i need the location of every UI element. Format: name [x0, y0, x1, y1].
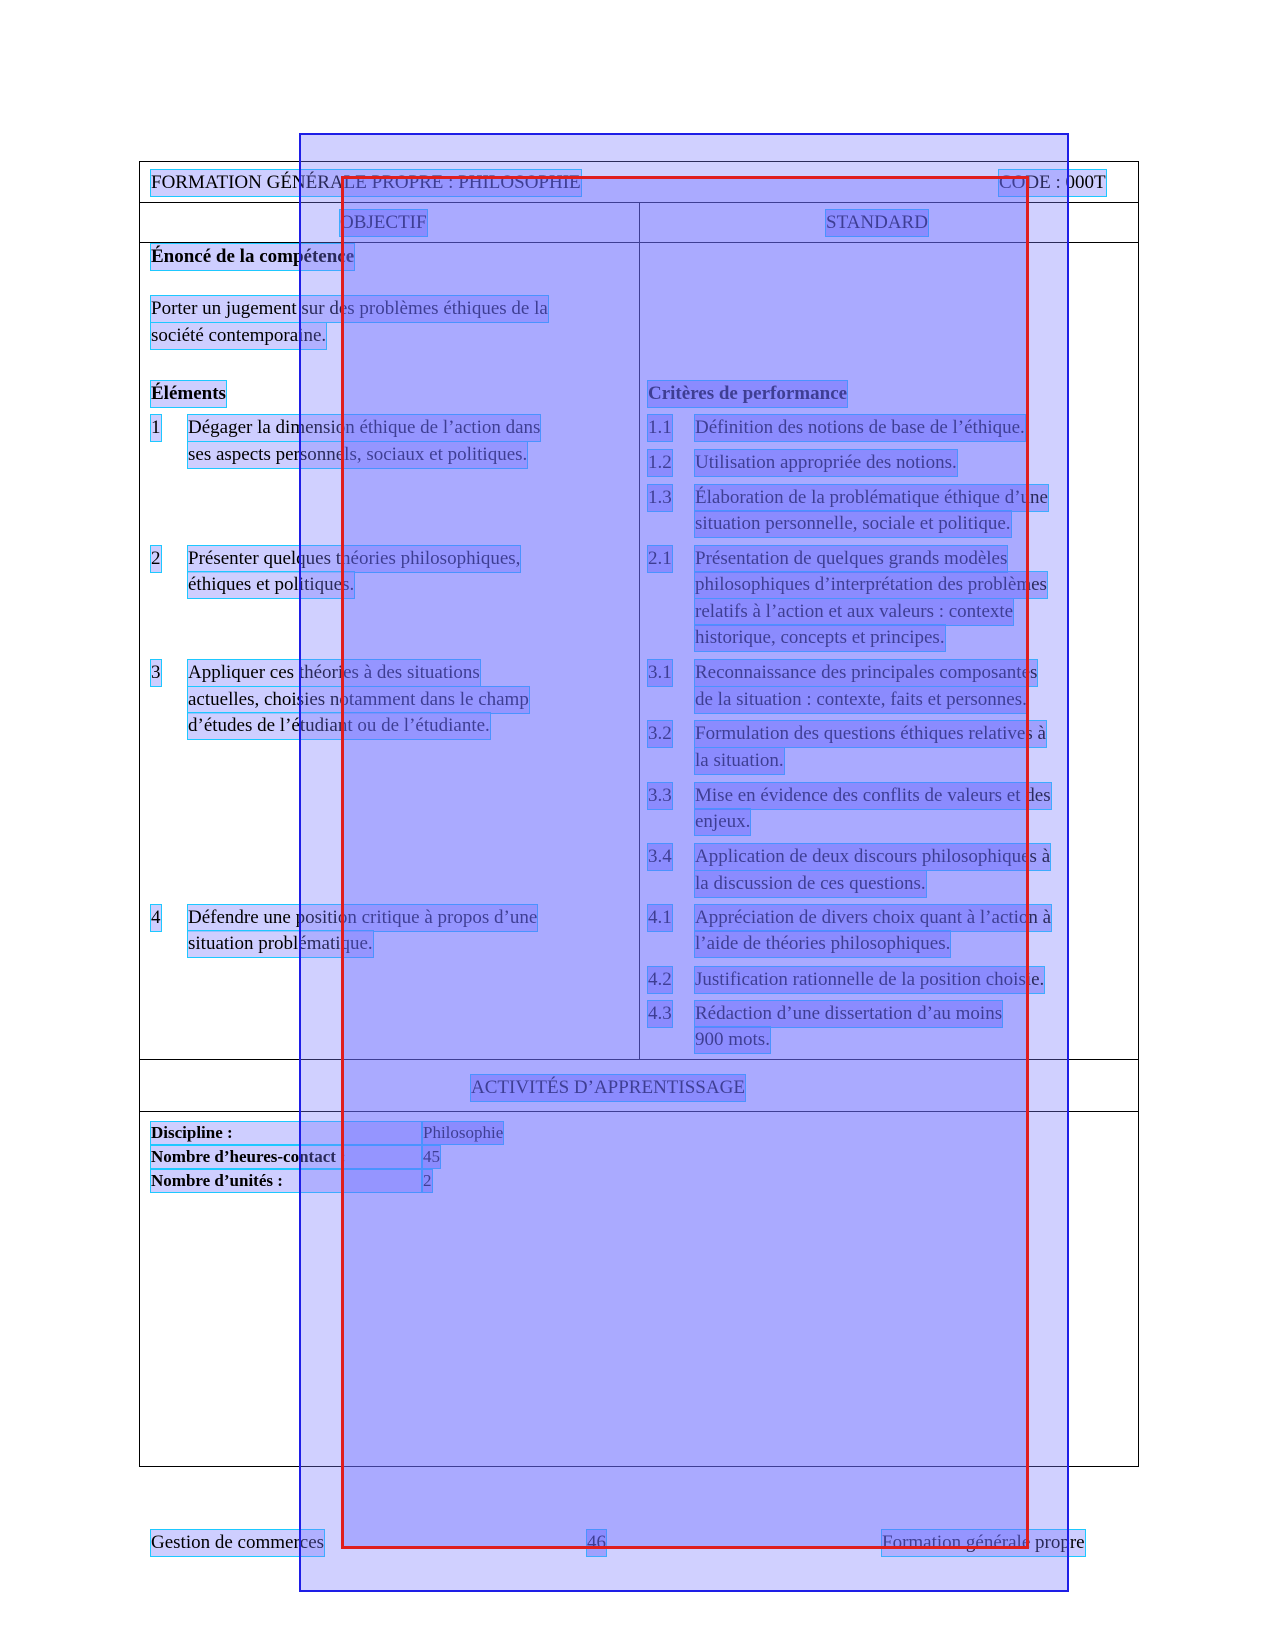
- criterion-number: 4.1: [648, 905, 672, 931]
- criterion-text-line: Formulation des questions éthiques relatives à: [695, 721, 1046, 747]
- element-text-line: Présenter quelques théories philosophiques,: [188, 546, 520, 572]
- footer-right: Formation générale propre: [882, 1530, 1085, 1556]
- elements-heading: Éléments: [151, 381, 226, 407]
- criterion-text-line: l’aide de théories philosophiques.: [695, 931, 950, 957]
- criterion-number: 2.1: [648, 546, 672, 572]
- criterion-number: 1.2: [648, 450, 672, 476]
- element-text-line: situation problématique.: [188, 931, 373, 957]
- column-objective-heading: OBJECTIF: [340, 210, 427, 236]
- criterion-number: 3.2: [648, 721, 672, 747]
- element-number: 4: [151, 905, 161, 931]
- hours-value: 45: [423, 1147, 440, 1166]
- element-text-line: éthiques et politiques.: [188, 572, 354, 598]
- criterion-text-line: Élaboration de la problématique éthique d’une: [695, 485, 1048, 511]
- criterion-text-line: Mise en évidence des conflits de valeurs et des: [695, 783, 1051, 809]
- element-text-line: ses aspects personnels, sociaux et politiques.: [188, 442, 527, 468]
- criterion-text-line: la situation.: [695, 748, 784, 774]
- criterion-text-line: 900 mots.: [695, 1027, 770, 1053]
- element-text-line: actuelles, choisies notamment dans le champ: [188, 687, 529, 713]
- layout-region-inner: [341, 176, 1029, 1549]
- discipline-value: Philosophie: [423, 1123, 504, 1142]
- criterion-text-line: enjeux.: [695, 809, 750, 835]
- discipline-label: Discipline :: [151, 1122, 421, 1144]
- footer-left: Gestion de commerces: [151, 1530, 324, 1556]
- criterion-text-line: Application de deux discours philosophiques à: [695, 844, 1050, 870]
- header-title: FORMATION GÉNÉRALE PROPRE : PHILOSOPHIE: [151, 170, 581, 196]
- criterion-text-line: Rédaction d’une dissertation d’au moins: [695, 1001, 1002, 1027]
- criterion-text-line: Présentation de quelques grands modèles: [695, 546, 1007, 572]
- criteria-heading: Critères de performance: [648, 381, 847, 407]
- element-number: 2: [151, 546, 161, 572]
- criterion-number: 1.3: [648, 485, 672, 511]
- units-value: 2: [423, 1171, 432, 1190]
- footer-page-number: 46: [587, 1530, 606, 1556]
- criterion-text-line: Utilisation appropriée des notions.: [695, 450, 957, 476]
- criterion-text-line: relatifs à l’action et aux valeurs : contexte: [695, 599, 1013, 625]
- element-number: 3: [151, 660, 161, 686]
- criterion-number: 1.1: [648, 415, 672, 441]
- criterion-number: 4.2: [648, 967, 672, 993]
- competence-heading: Énoncé de la compétence: [151, 244, 354, 270]
- criterion-text-line: historique, concepts et principes.: [695, 625, 945, 651]
- hours-label: Nombre d’heures-contact :: [151, 1146, 421, 1168]
- header-code: CODE : 000T: [999, 170, 1106, 196]
- table-border-left: [139, 161, 140, 1467]
- criterion-text-line: de la situation : contexte, faits et personnes.: [695, 687, 1027, 713]
- competence-text-1: Porter un jugement sur des problèmes éthiques de la: [151, 296, 548, 322]
- criterion-number: 3.1: [648, 660, 672, 686]
- criterion-number: 3.3: [648, 783, 672, 809]
- element-number: 1: [151, 415, 161, 441]
- criterion-text-line: Reconnaissance des principales composantes: [695, 660, 1037, 686]
- element-text-line: Défendre une position critique à propos d’une: [188, 905, 537, 931]
- criterion-text-line: Justification rationnelle de la position choisie.: [695, 967, 1044, 993]
- element-text-line: Dégager la dimension éthique de l’action dans: [188, 415, 540, 441]
- table-border-right: [1138, 161, 1139, 1467]
- criterion-text-line: situation personnelle, sociale et politique.: [695, 511, 1011, 537]
- competence-text-2: société contemporaine.: [151, 323, 326, 349]
- criterion-text-line: la discussion de ces questions.: [695, 871, 926, 897]
- criterion-text-line: philosophiques d’interprétation des problèmes: [695, 572, 1047, 598]
- units-label: Nombre d’unités :: [151, 1170, 421, 1192]
- activities-heading: ACTIVITÉS D’APPRENTISSAGE: [471, 1075, 745, 1101]
- criterion-number: 3.4: [648, 844, 672, 870]
- element-text-line: Appliquer ces théories à des situations: [188, 660, 480, 686]
- column-standard-heading: STANDARD: [826, 210, 928, 236]
- criterion-text-line: Définition des notions de base de l’éthique.: [695, 415, 1025, 441]
- criterion-number: 4.3: [648, 1001, 672, 1027]
- criterion-text-line: Appréciation de divers choix quant à l’action à: [695, 905, 1051, 931]
- element-text-line: d’études de l’étudiant ou de l’étudiante.: [188, 713, 490, 739]
